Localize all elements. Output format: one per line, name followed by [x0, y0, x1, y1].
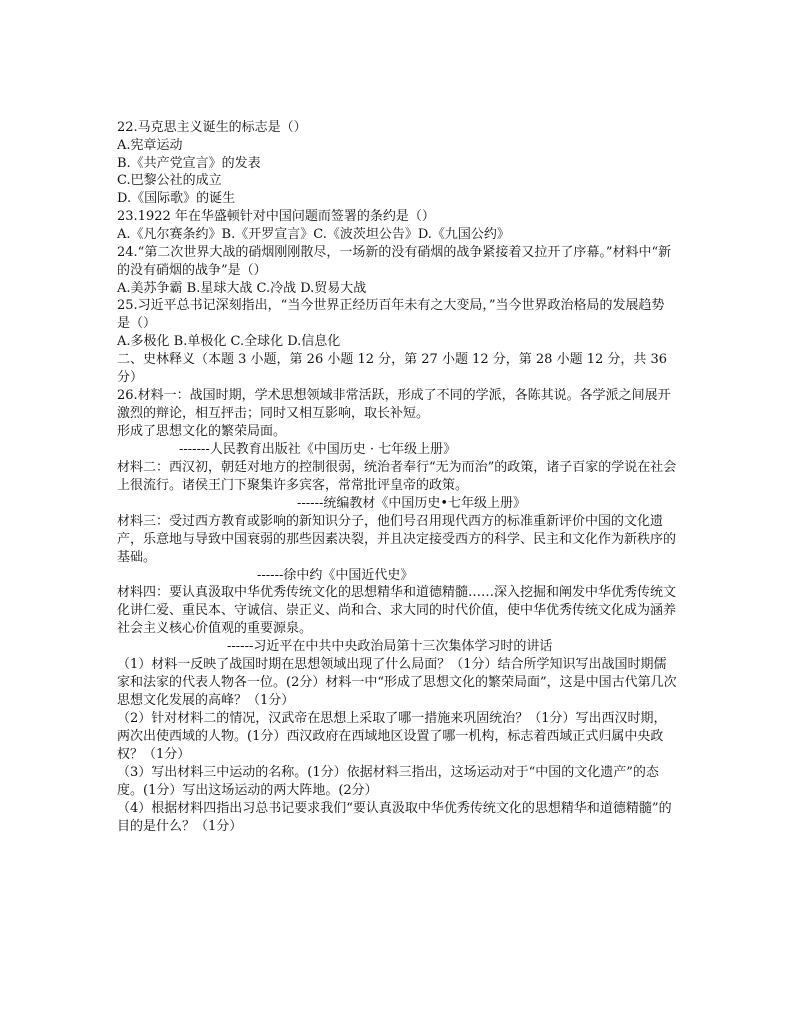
q26-sub-question-4: （4）根据材料四指出习总书记要求我们“要认真汲取中华优秀传统文化的思想精华和道德精髓”的目的是什么？（1分） — [117, 801, 672, 835]
q25-stem: 25.习近平总书记深刻指出，“当今世界正经历百年未有之大变局，”当今世界政治格局的发展趋势是（） — [117, 298, 665, 332]
q25-options: A.多极化 B.单极化 C.全球化 D.信息化 — [117, 334, 341, 350]
q26-material-2: 材料二：西汉初，朝廷对地方的控制很弱，统治者奉行“无为而治”的政策，诸子百家的学说在社会上很流行。诸侯王门下聚集许多宾客，常常批评皇帝的政策。 — [117, 459, 677, 493]
q26-sub-question-1: （1）材料一反映了战国时期在思想领域出现了什么局面？（1分）结合所学知识写出战国时期儒家和法家的代表人物各一位。(2分）材料一中“形成了思想文化的繁荣局面”，这是中国古代第几次思想文化发展的高峰？（1分） — [117, 657, 677, 709]
q26-material-4-source: ------习近平在中共中央政治局第十三次集体学习时的讲话 — [227, 639, 553, 655]
q26-sub-question-2: （2）针对材料二的情况，汉武帝在思想上采取了哪一措施来巩固统治？（1分）写出西汉时期，两次出使西域的人物。(1分）西汉政府在西域地区设置了哪一机构，标志着西域正式归属中央政权？（1分） — [117, 711, 667, 763]
q26-material-1-end: 形成了思想文化的繁荣局面。 — [117, 424, 287, 440]
q26-material-3-source: ------徐中约《中国近代史》 — [257, 567, 414, 583]
q24-stem: 24.“第二次世界大战的硝烟刚刚散尽，一场新的没有硝烟的战争紧接着又拉开了序幕。”材料中“新的没有硝烟的战争”是（） — [117, 244, 672, 278]
q24-options: A.美苏争霸 B.星球大战 C.冷战 D.贸易大战 — [117, 280, 367, 296]
q26-material-2-source: ------统编教材《中国历史•七年级上册》 — [297, 495, 527, 511]
q23-stem: 23.1922 年在华盛顿针对中国问题而签署的条约是（） — [117, 208, 435, 224]
q22-stem: 22.马克思主义诞生的标志是（） — [117, 120, 307, 135]
q23-options: A.《凡尔赛条约》B.《开罗宣言》C.《波茨坦公告》D.《九国公约》 — [117, 226, 510, 242]
q22-option-b: B.《共产党宣言》的发表 — [117, 155, 261, 171]
exam-page — [117, 119, 677, 836]
q26-material-1-source: -------人民教育出版社《中国历史 · 七年级上册》 — [179, 441, 457, 457]
q22-option-a: A.宪章运动 — [117, 137, 183, 153]
q26-material-1: 26.材料一：战国时期，学术思想领域非常活跃，形成了不同的学派，各陈其说。各学派之间展开激烈的辩论，相互抨击；同时又相互影响，取长补短。 — [117, 388, 671, 422]
q26-material-3: 材料三：受过西方教育或影响的新知识分子，他们号召用现代西方的标准重新评价中国的文化遗产，乐意地与导致中国衰弱的那些因素决裂，并且决定接受西方的科学、民主和文化作为新秩序的基础。 — [117, 513, 677, 565]
q22-option-d: D.《国际歌》的诞生 — [117, 191, 236, 207]
section2-heading: 二、史林释义（本题 3 小题，第 26 小题 12 分，第 27 小题 12 分，第 28 小题 12 分，共 36 分） — [117, 352, 668, 386]
q26-sub-question-3: （3）写出材料三中运动的名称。(1分）依据材料三指出，这场运动对于“中国的文化遗产”的态度。(1分）写出这场运动的两大阵地。(2分） — [117, 765, 659, 799]
q26-material-4: 材料四：要认真汲取中华优秀传统文化的思想精华和道德精髓……深入挖掘和阐发中华优秀传统文化讲仁爱、重民本、守诚信、崇正义、尚和合、求大同的时代价值，使中华优秀传统文化成为涵养社会主义核心价值观的重要源泉。 — [117, 585, 677, 637]
q22-option-c: C.巴黎公社的成立 — [117, 173, 222, 189]
